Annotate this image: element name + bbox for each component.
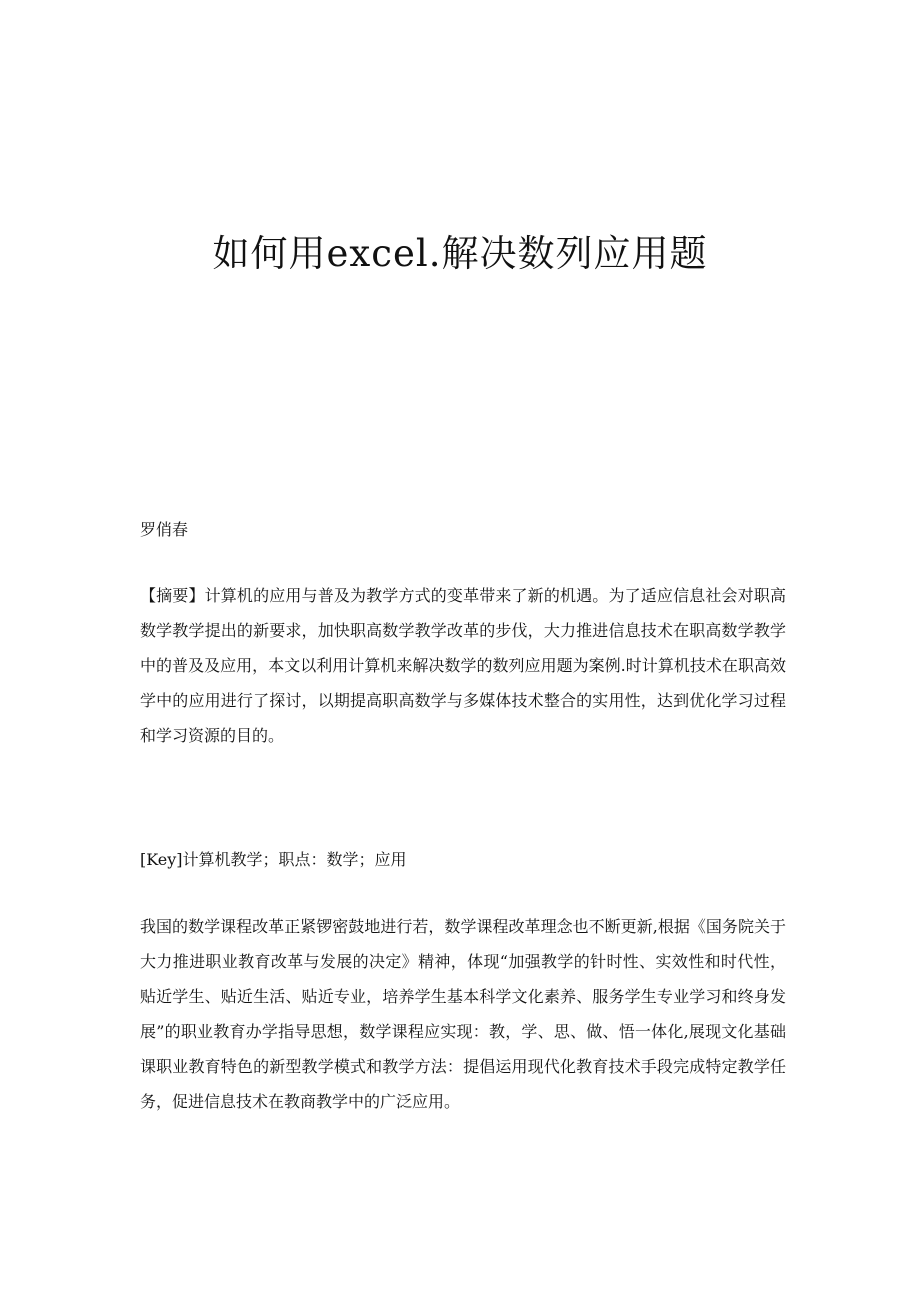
abstract-paragraph: 【摘要】计算机的应用与普及为教学方式的变革带来了新的机遇。为了适应信息社会对职高数学教学提出的新要求，加快职高数学教学改革的步伐，大力推进信息技术在职高数学教学中的普及及应用，本文以利用计算机来解决数学的数列应用题为案例.时计算机技术在职高效学中的应用进行了探讨，以期提高职高数学与多媒体技术整合的实用性，达到优化学习过程和学习资源的目的。	[140, 586, 786, 745]
body-paragraph: 我国的数学课程改革正紧锣密鼓地进行若，数学课程改革理念也不断更新,根据《国务院关于大力推进职业教育改革与发展的决定》精神，体现“加强教学的针时性、实效性和时代性，贴近学生、贴近生活、贴近专业，培养学生基本科学文化素养、服务学生专业学习和终身发展”的职业教育办学指导思想，数学课程应实现：教，学、思、做、悟一体化,展现文化基础课职业教育特色的新型教学模式和教学方法：提倡运用现代化教育技术手段完成特定教学任务，促进信息技术在教商教学中的广泛应用。	[140, 917, 786, 1111]
author-name: 罗俏春	[140, 520, 189, 539]
keywords-line: [Key]计算机教学；职点：数学；应用	[140, 850, 407, 869]
document-title: 如何用excel.解决数列应用题	[212, 232, 708, 275]
